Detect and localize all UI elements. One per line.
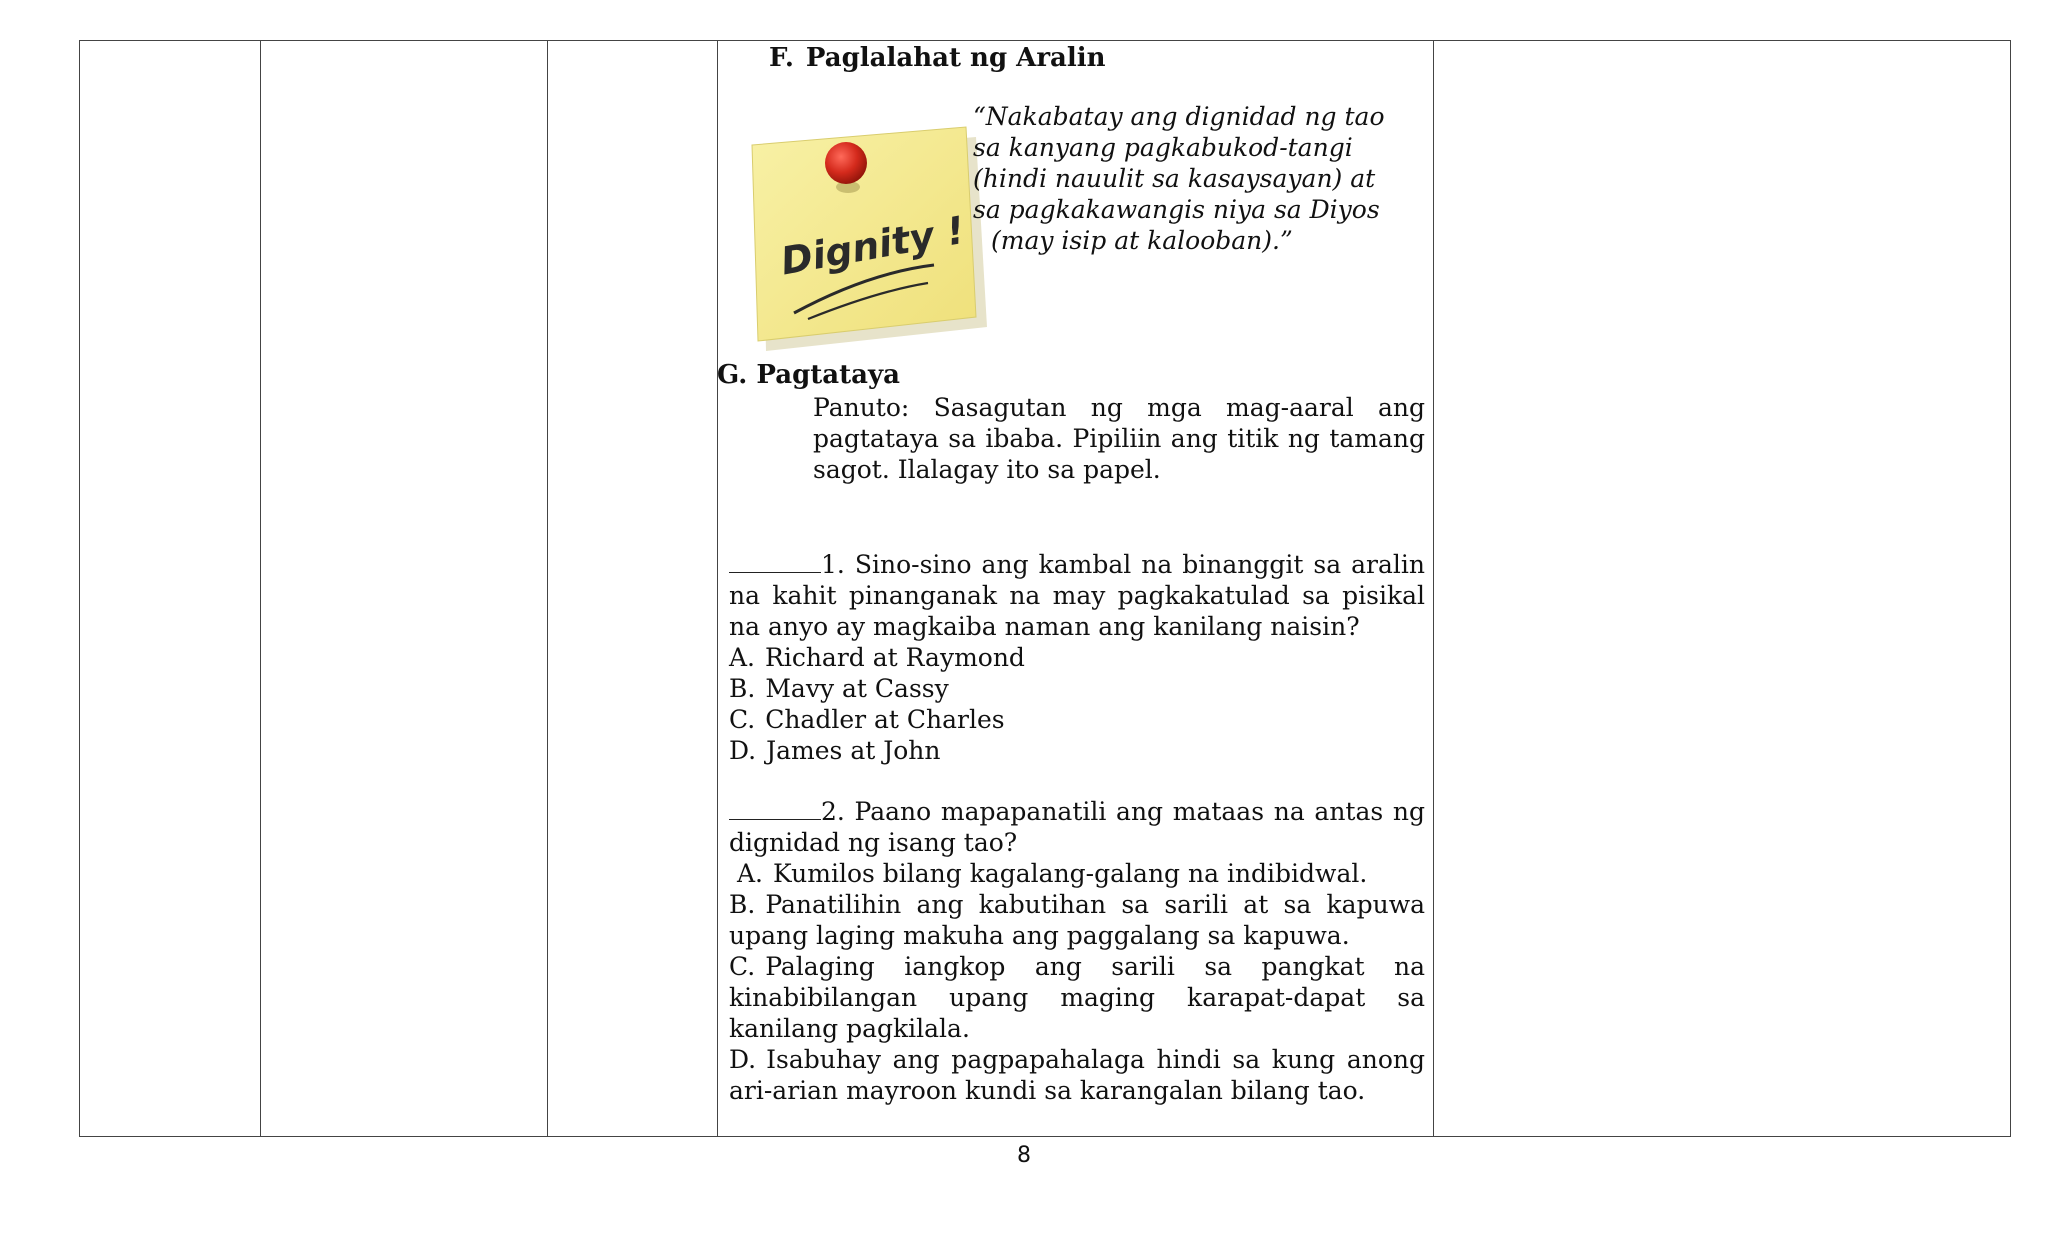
choice-b: B. Panatilihin ang kabutihan sa sarili at sa kapuwa upang laging makuha ang paggalang sa kapuwa. <box>729 890 1425 950</box>
question-1 <box>729 549 1425 766</box>
dignity-quote <box>973 101 1413 256</box>
section-f-letter: F. <box>769 43 794 73</box>
section-f-heading <box>769 43 1106 73</box>
choice-a: A. Richard at Raymond <box>729 643 1025 672</box>
choice-c: C. Chadler at Charles <box>729 705 1005 734</box>
quote-line: (hindi nauulit sa kasaysayan) at <box>973 164 1376 193</box>
assessment-instructions: Panuto: Sasagutan ng mga mag-aaral ang pagtataya sa ibaba. Pipiliin ang titik ng tamang sagot. Ilalagay ito sa papel. <box>813 393 1425 484</box>
section-f-title: Paglalahat ng Aralin <box>805 43 1106 73</box>
quote-line: sa kanyang pagkabukod-tangi <box>973 133 1353 162</box>
quote-line: (may isip at kalooban).” <box>991 226 1293 255</box>
page-number: 8 <box>1017 1143 1031 1168</box>
sticky-note-text: Dignity ! <box>777 207 968 284</box>
table-column-divider <box>547 41 548 1136</box>
table-column-divider <box>260 41 261 1136</box>
choice-a: A. Kumilos bilang kagalang-galang na indibidwal. <box>737 859 1368 888</box>
question-stem <box>729 796 1425 858</box>
choice-b: B. Mavy at Cassy <box>729 674 949 703</box>
answer-blank <box>729 550 821 573</box>
dignity-sticky-note-image <box>748 123 988 353</box>
table-column-divider <box>1433 41 1434 1136</box>
choice-d: D. Isabuhay ang pagpapahalaga hindi sa kung anong ari-arian mayroon kundi sa karangalan bilang tao. <box>729 1045 1425 1105</box>
question-2 <box>729 796 1425 1106</box>
question-stem-text: 2. Paano mapapanatili ang mataas na antas ng dignidad ng isang tao? <box>729 797 1425 857</box>
choice-d: D. James at John <box>729 736 941 765</box>
question-stem <box>729 549 1425 642</box>
lesson-plan-table <box>79 40 2011 1137</box>
choice-c: C. Palaging iangkop ang sarili sa pangkat na kinabibilangan upang maging karapat-dapat sa kanilang pagkilala. <box>729 952 1425 1043</box>
quote-line: sa pagkakawangis niya sa Diyos <box>973 195 1380 224</box>
answer-blank <box>729 797 821 820</box>
quote-line: “Nakabatay ang dignidad ng tao <box>973 102 1385 131</box>
lesson-content-cell <box>717 41 1433 1136</box>
question-stem-text: 1. Sino-sino ang kambal na binanggit sa aralin na kahit pinanganak na may pagkakatulad sa pisikal na anyo ay magkaiba naman ang kanilang naisin? <box>729 550 1425 641</box>
red-pushpin-icon <box>825 142 867 184</box>
section-g-heading: G. Pagtataya <box>717 360 900 390</box>
